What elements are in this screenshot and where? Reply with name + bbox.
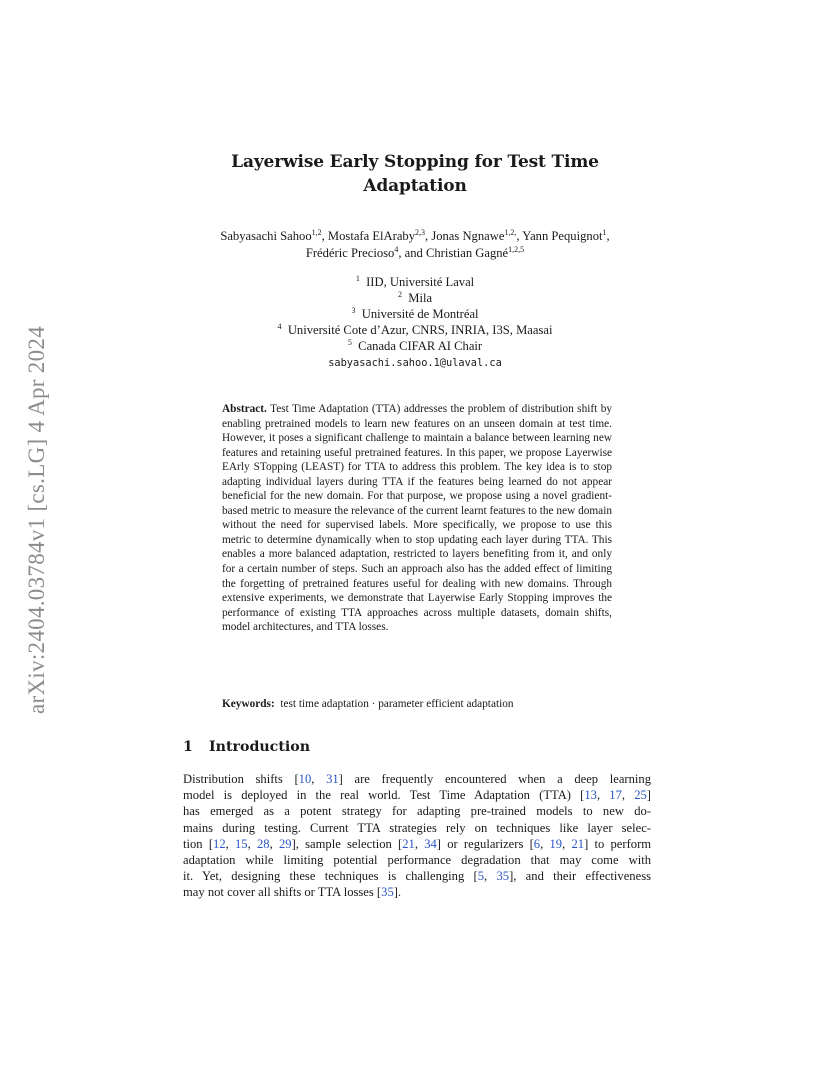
- author-affil-sup: 1,2,: [504, 228, 517, 237]
- citation-link[interactable]: 19: [549, 836, 563, 851]
- affiliation-item: [170, 322, 660, 338]
- keywords: [222, 697, 612, 712]
- text-run: ,: [225, 836, 235, 851]
- paragraph-line: [183, 787, 651, 803]
- text-run: ,: [247, 836, 257, 851]
- text-run: ,: [269, 836, 279, 851]
- text-run: may not cover all shifts or TTA losses [: [183, 885, 382, 900]
- text-run: ,: [621, 788, 635, 803]
- text-run: ], and their effectiveness: [509, 869, 651, 884]
- paragraph-line: adaptation while limiting potential performance degradation that may come with: [183, 853, 651, 868]
- citation-link[interactable]: 12: [213, 836, 226, 851]
- author-affil-sup: 4: [394, 245, 399, 254]
- author-line-1: [150, 228, 680, 245]
- citation-link[interactable]: 17: [609, 788, 622, 803]
- affiliation-text: IID, Université Laval: [366, 275, 475, 289]
- paragraph-line: [183, 884, 651, 900]
- section-heading-introduction: [183, 737, 310, 757]
- text-run: ,: [562, 836, 572, 851]
- keywords-text: test time adaptation · parameter efficient adaptation: [280, 698, 514, 710]
- affiliation-text: Canada CIFAR AI Chair: [358, 339, 483, 353]
- citation-link[interactable]: 31: [326, 772, 339, 786]
- citation-link[interactable]: 35: [496, 869, 510, 884]
- affiliation-item: [170, 338, 660, 354]
- author-name: , and Christian Gagné: [398, 246, 509, 260]
- text-run: ] are frequently encountered when a deep learning: [338, 772, 652, 786]
- section-title: Introduction: [209, 739, 311, 755]
- introduction-paragraph: [183, 771, 651, 901]
- affiliation-item: [170, 306, 660, 322]
- affiliation-item: [170, 274, 660, 290]
- contact-email[interactable]: sabyasachi.sahoo.1@ulaval.ca: [328, 357, 502, 369]
- citation-link[interactable]: 21: [402, 836, 415, 851]
- citation-link[interactable]: 34: [424, 836, 437, 851]
- text-run: ,: [596, 788, 610, 803]
- author-name: , Yann Pequignot: [516, 229, 603, 243]
- author-line-2: [150, 245, 680, 262]
- text-run: ,: [311, 772, 327, 786]
- author-name: Frédéric Precioso: [305, 246, 395, 260]
- abstract-label: Abstract.: [222, 403, 267, 415]
- citation-link[interactable]: 6: [533, 836, 541, 851]
- author-name: Sabyasachi Sahoo: [220, 229, 312, 243]
- citation-link[interactable]: 21: [571, 836, 585, 851]
- author-name: , Jonas Ngnawe: [425, 229, 505, 243]
- citation-link[interactable]: 25: [634, 788, 647, 803]
- author-list: [150, 228, 680, 262]
- section-number: 1: [183, 739, 193, 755]
- affiliation-number: 5: [347, 338, 352, 347]
- affiliation-text: Université Cote d’Azur, CNRS, INRIA, I3S, Maasai: [287, 323, 553, 337]
- text-run: ]: [646, 788, 651, 803]
- text-run: ], sample selection [: [291, 836, 403, 851]
- affiliation-number: 2: [397, 290, 402, 299]
- paper-title: [170, 150, 660, 198]
- title-line-2: Adaptation: [363, 176, 467, 196]
- citation-link[interactable]: 15: [235, 836, 248, 851]
- abstract: [222, 402, 612, 635]
- arxiv-identifier: arXiv:2404.03784v1 [cs.LG] 4 Apr 2024: [24, 326, 49, 714]
- text-run: ,: [484, 869, 497, 884]
- text-run: ].: [393, 885, 402, 900]
- abstract-text: Test Time Adaptation (TTA) addresses the problem of distribution shift by enabling pretrained models to learn new features on an unseen domain at test time. However, it poses a significant challenge to maintain a balance between learning new features and retaining useful pretrained features. In this paper, we propose Layerwise EArly STopping (LEAST) for TTA to address this problem. The key idea is to stop adapting individual layers during TTA if the features being learned do not appear beneficial for the new domain. For that purpose, we propose using a novel gradient-based metric to measure the relevance of the current learnt features to the new domain without the need for supervised labels. More specifically, we propose to use this metric to determine dynamically when to stop updating each layer during TTA. This enables a more balanced adaptation, restricted to layers benefiting from it, and only for a certain number of steps. Such an approach also has the added effect of limiting the forgetting of pretrained features useful for dealing with new domains. Through extensive experiments, we demonstrate that Layerwise Early Stopping improves the performance of existing TTA approaches across multiple datasets, domain shifts, model architectures, and TTA losses.: [222, 403, 612, 634]
- affiliation-text: Université de Montréal: [361, 307, 479, 321]
- affiliation-number: 4: [277, 322, 282, 331]
- citation-link[interactable]: 29: [278, 836, 292, 851]
- affiliation-number: 3: [351, 306, 356, 315]
- citation-link[interactable]: 13: [584, 788, 597, 803]
- title-line-1: Layerwise Early Stopping for Test Time: [231, 152, 599, 172]
- text-run: tion [: [183, 836, 214, 851]
- paragraph-line: mains during testing. Current TTA strategies rely on techniques like layer selec-: [183, 820, 651, 835]
- citation-link[interactable]: 10: [298, 772, 312, 786]
- arxiv-side-stamp: [14, 290, 60, 750]
- author-affil-sup: 2,3: [415, 228, 426, 237]
- paragraph-line: [183, 836, 651, 852]
- author-separator: ,: [606, 229, 610, 243]
- author-affil-sup: 1: [602, 228, 607, 237]
- citation-link[interactable]: 5: [477, 869, 485, 884]
- author-name: , Mostafa ElAraby: [321, 229, 416, 243]
- citation-link[interactable]: 28: [256, 836, 270, 851]
- keywords-label: Keywords:: [222, 698, 275, 710]
- affiliation-number: 1: [355, 274, 360, 283]
- affiliation-item: [170, 290, 660, 306]
- author-affil-sup: 1,2: [311, 228, 322, 237]
- affiliation-text: Mila: [408, 291, 433, 305]
- paragraph-line: has emerged as a potent strategy for adapting pre-trained models to new do-: [183, 804, 651, 819]
- affiliations: [170, 274, 660, 371]
- text-run: ,: [414, 836, 425, 851]
- citation-link[interactable]: 35: [381, 885, 394, 900]
- text-run: ] or regularizers [: [436, 836, 534, 851]
- author-affil-sup: 1,2,5: [508, 245, 525, 254]
- text-run: ] to perform: [584, 836, 652, 851]
- text-run: model is deployed in the real world. Test Time Adaptation (TTA) [: [183, 788, 585, 803]
- text-run: ,: [540, 836, 550, 851]
- text-run: it. Yet, designing these techniques is challenging [: [183, 869, 478, 884]
- paragraph-line: [183, 771, 651, 787]
- paragraph-line: [183, 868, 651, 884]
- text-run: Distribution shifts [: [183, 772, 299, 786]
